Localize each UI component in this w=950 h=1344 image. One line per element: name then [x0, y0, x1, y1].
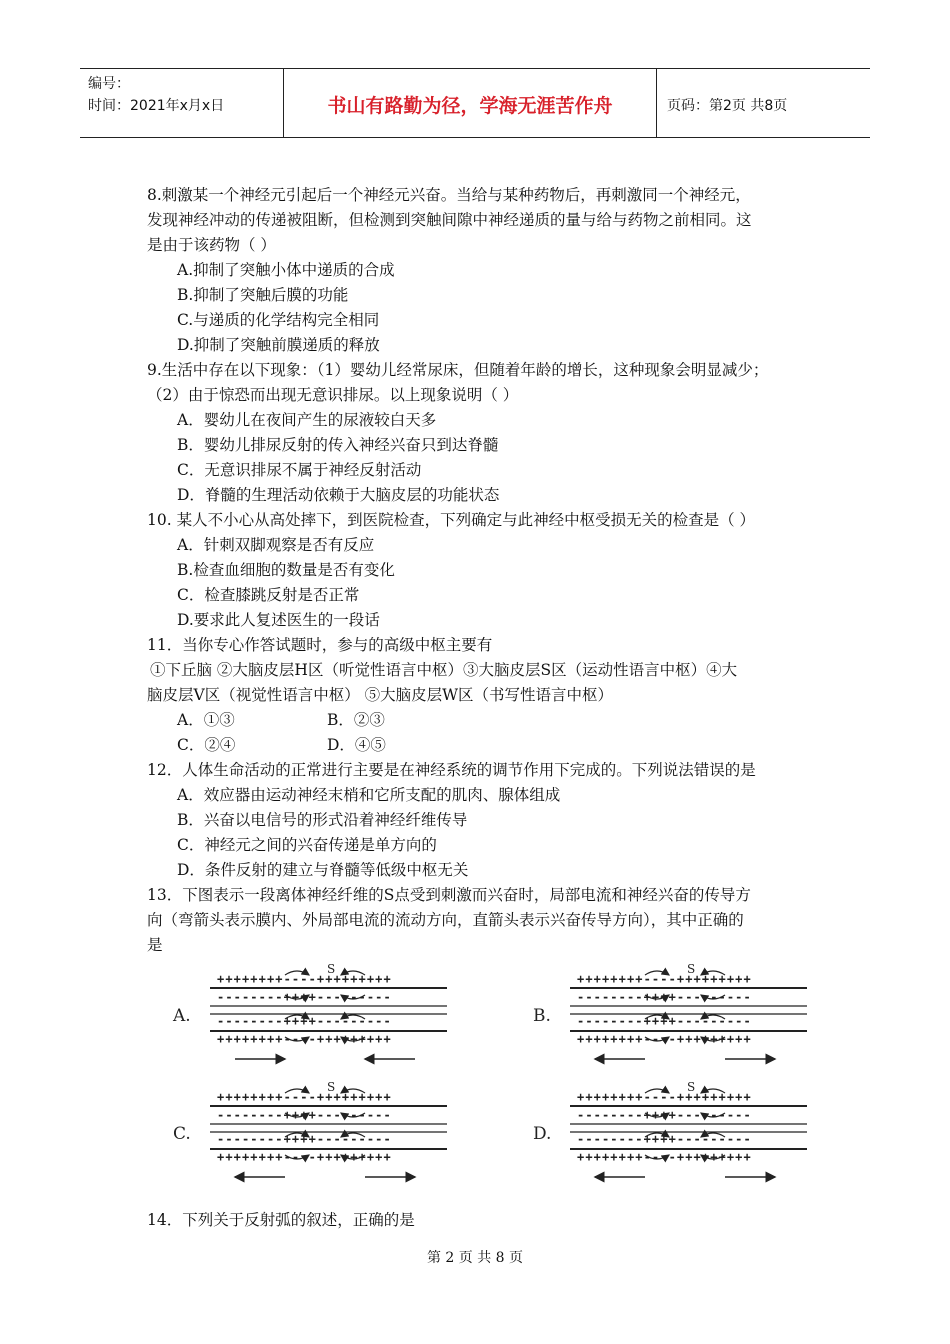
- q11-option-d: D．④⑤: [327, 736, 386, 754]
- header-cell-page: [657, 69, 870, 137]
- panel-label: D.: [533, 1124, 552, 1144]
- q9-option-b: B．婴幼儿排尿反射的传入神经兴奋只到达脊髓: [177, 436, 499, 454]
- q12-option-b: B．兴奋以电信号的形式沿着神经纤维传导: [177, 811, 468, 829]
- stimulus-s-label: S: [327, 1080, 336, 1094]
- q9-option-d: D．脊髓的生理活动依赖于大脑皮层的功能状态: [177, 486, 500, 504]
- q11-option-b: B．②③: [327, 711, 385, 729]
- outer-charges-bottom: ++++++++----+++++++++: [577, 1032, 752, 1046]
- page-label: 页码：第2页 共8页: [667, 98, 788, 114]
- serial-label: 编号：: [88, 76, 130, 92]
- q12-option-c: C．神经元之间的兴奋传递是单方向的: [177, 836, 437, 854]
- q10-option-d: D.要求此人复述医生的一段话: [177, 611, 380, 629]
- header-cell-info: [80, 69, 284, 137]
- q12-option-d: D．条件反射的建立与脊髓等低级中枢无关: [177, 861, 469, 879]
- fiber-panel-a: [172, 962, 447, 1059]
- q9-option-a: A．婴幼儿在夜间产生的尿液较白天多: [177, 411, 437, 429]
- inner-charges-bottom: --------++++---------: [217, 1132, 392, 1146]
- q10-option-b: B.检查血细胞的数量是否有变化: [177, 561, 395, 579]
- fiber-panel-c: [173, 1080, 447, 1177]
- outer-charges-bottom: ++++++++----+++++++++: [577, 1150, 752, 1164]
- q8-stem-2: 发现神经冲动的传递被阻断，但检测到突触间隙中神经递质的量与给与药物之前相同。这: [147, 211, 752, 229]
- motto: 书山有路勤为径，学海无涯苦作舟: [327, 95, 613, 117]
- q11-option-c: C．②④: [177, 736, 236, 754]
- q10-option-c: C．检查膝跳反射是否正常: [177, 586, 360, 604]
- fiber-panel-b: [533, 962, 807, 1059]
- inner-charges-bottom: --------++++---------: [577, 1132, 752, 1146]
- nerve-fiber-figure: [165, 955, 825, 1195]
- outer-charges-top: ++++++++----+++++++++: [577, 972, 752, 986]
- q13-stem-3: 是: [147, 936, 163, 954]
- header-table: [80, 68, 870, 138]
- inner-charges-top: --------++++---------: [577, 1108, 752, 1122]
- q8-stem-3: 是由于该药物（ ）: [147, 236, 276, 254]
- inner-charges-top: --------++++---------: [217, 1108, 392, 1122]
- q13-stem-2: 向（弯箭头表示膜内、外局部电流的流动方向，直箭头表示兴奋传导方向），其中正确的: [147, 911, 744, 929]
- outer-charges-bottom: ++++++++----+++++++++: [217, 1150, 392, 1164]
- outer-charges-bottom: ++++++++----+++++++++: [217, 1032, 392, 1046]
- panel-label: C.: [173, 1124, 191, 1144]
- q8-option-b: B.抑制了突触后膜的功能: [177, 286, 349, 304]
- panel-label: A.: [173, 1006, 191, 1026]
- q8-stem-1: 8.刺激某一个神经元引起后一个神经元兴奋。当给与某种药物后，再刺激同一个神经元，: [147, 186, 751, 204]
- outer-charges-top: ++++++++----+++++++++: [217, 1090, 392, 1104]
- outer-charges-top: ++++++++----+++++++++: [577, 1090, 752, 1104]
- stimulus-s-label: S: [687, 1080, 696, 1094]
- inner-charges-bottom: --------++++---------: [577, 1014, 752, 1028]
- q12-option-a: A．效应器由运动神经末梢和它所支配的肌肉、腺体组成: [177, 786, 561, 804]
- q9-stem-2: （2）由于惊恐而出现无意识排尿。以上现象说明（ ）: [147, 386, 519, 404]
- q9-stem-1: 9.生活中存在以下现象：（1）婴幼儿经常尿床，但随着年龄的增长，这种现象会明显减少；: [147, 361, 769, 379]
- inner-charges-top: --------++++---------: [577, 990, 752, 1004]
- q13-stem-1: 13．下图表示一段离体神经纤维的S点受到刺激而兴奋时，局部电流和神经兴奋的传导方: [147, 886, 751, 904]
- page-footer: 第 2 页 共 8 页: [426, 1250, 524, 1266]
- inner-charges-top: --------++++---------: [217, 990, 392, 1004]
- q11-stem-3: 脑皮层V区（视觉性语言中枢） ⑤大脑皮层W区（书写性语言中枢）: [147, 686, 614, 704]
- q10-option-a: A．针刺双脚观察是否有反应: [177, 536, 375, 554]
- q11-stem-2: ①下丘脑 ②大脑皮层H区（听觉性语言中枢）③大脑皮层S区（运动性语言中枢）④大: [150, 661, 738, 679]
- q12-stem: 12．人体生命活动的正常进行主要是在神经系统的调节作用下完成的。下列说法错误的是: [147, 761, 756, 779]
- outer-charges-top: ++++++++----+++++++++: [217, 972, 392, 986]
- q8-option-d: D.抑制了突触前膜递质的释放: [177, 336, 380, 354]
- date-label: 时间：2021年x月x日: [88, 98, 225, 114]
- header-cell-motto: [284, 69, 657, 137]
- q11-stem-1: 11．当你专心作答试题时，参与的高级中枢主要有: [147, 636, 493, 654]
- q8-option-c: C.与递质的化学结构完全相同: [177, 311, 380, 329]
- q10-stem: 10. 某人不小心从高处摔下，到医院检查，下列确定与此神经中枢受损无关的检查是（ ）: [147, 511, 756, 529]
- q11-option-a: A．①③: [177, 711, 235, 729]
- inner-charges-bottom: --------++++---------: [217, 1014, 392, 1028]
- stimulus-s-label: S: [327, 962, 336, 976]
- q8-option-a: A.抑制了突触小体中递质的合成: [177, 261, 395, 279]
- q14-stem: 14．下列关于反射弧的叙述，正确的是: [147, 1211, 415, 1229]
- fiber-panel-d: [533, 1080, 807, 1177]
- stimulus-s-label: S: [687, 962, 696, 976]
- q9-option-c: C．无意识排尿不属于神经反射活动: [177, 461, 422, 479]
- panel-label: B.: [533, 1006, 551, 1026]
